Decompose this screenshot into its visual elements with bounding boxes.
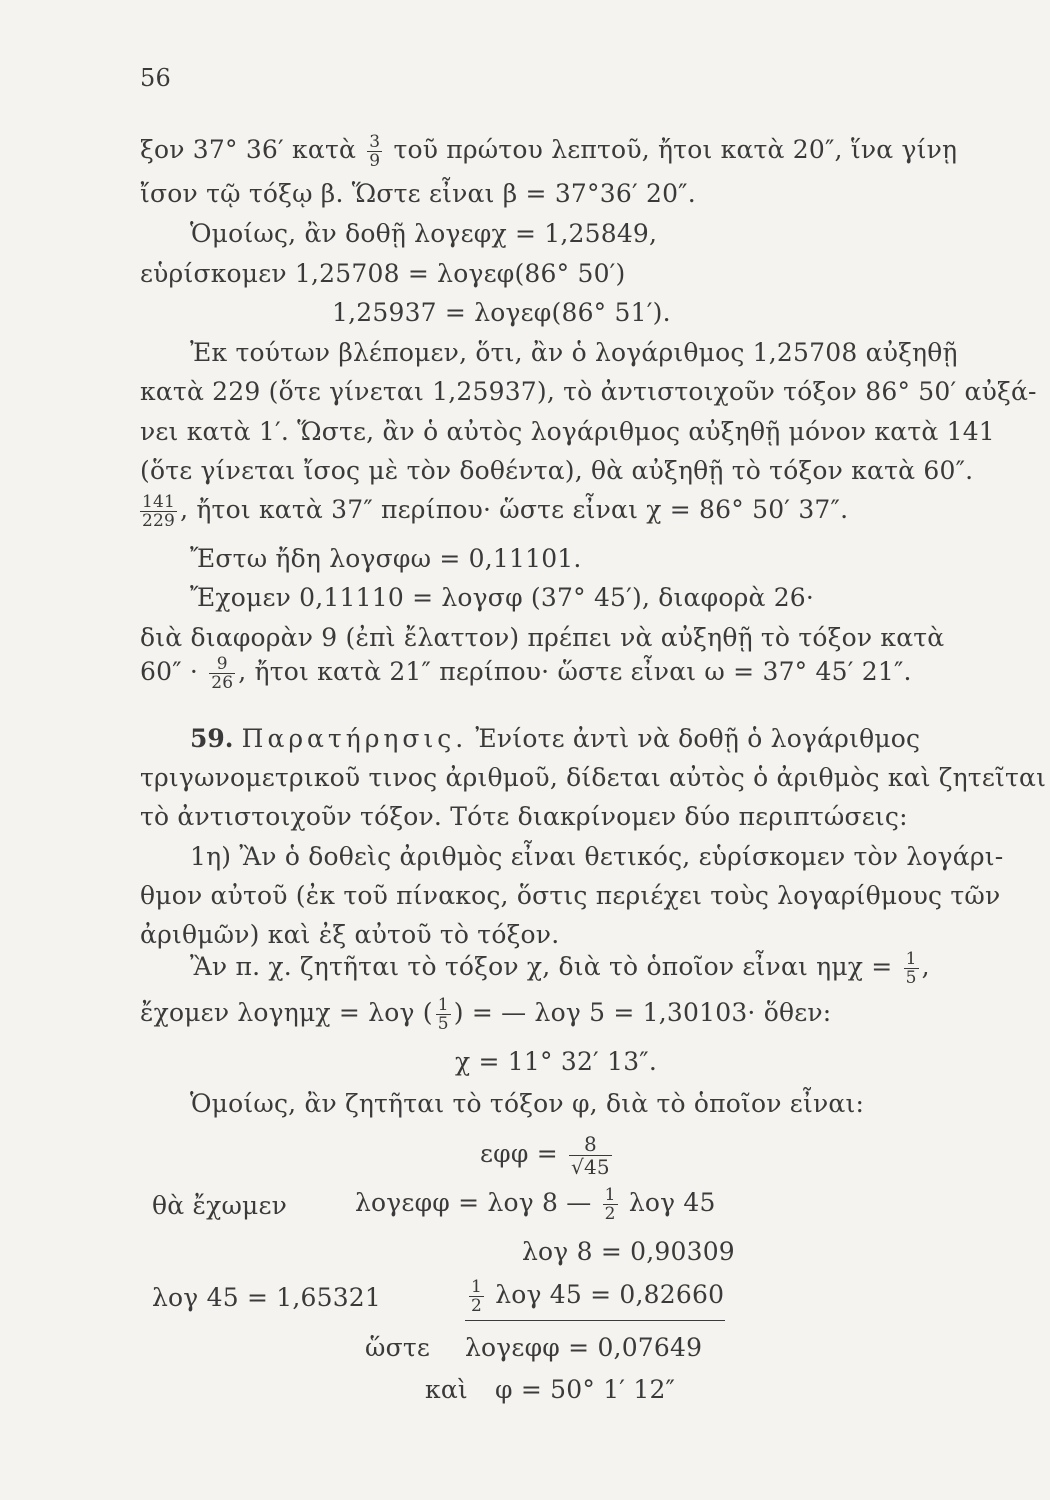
text-line: 1η) Ἂν ὁ δοθεὶς ἀριθμὸς εἶναι θετικός, εὑρίσκομεν τὸν λογάρι-: [190, 842, 1004, 871]
fraction-numerator: 1: [471, 1277, 483, 1297]
text-segment: εφφ =: [480, 1139, 558, 1168]
text-line: θμον αὐτοῦ (ἐκ τοῦ πίνακος, ὅστις περιέχει τοὺς λογαρίθμους τῶν: [140, 881, 1001, 910]
fraction: [904, 950, 919, 987]
equation-line: λογεφφ = 0,07649: [465, 1333, 703, 1362]
text-segment: τοῦ πρώτου λεπτοῦ, ἤτοι κατὰ 20″, ἵνα γίνῃ: [393, 135, 958, 164]
fraction-numerator: 3: [369, 132, 381, 152]
fraction: [209, 655, 235, 692]
fraction-denominator: 5: [437, 1014, 449, 1034]
fraction-numerator: 141: [142, 492, 176, 512]
fraction: [436, 996, 451, 1033]
text-segment: λογ 45: [628, 1188, 716, 1217]
text-segment: λογεφφ = λογ 8 —: [355, 1188, 592, 1217]
text-line: ἴσον τῷ τόξῳ β. Ὥστε εἶναι β = 37°36′ 20″.: [140, 179, 696, 208]
fraction-denominator: 5: [905, 968, 917, 988]
section-number: 59.: [190, 724, 234, 753]
fraction: [469, 1278, 484, 1315]
text-line: [140, 996, 831, 1033]
fraction-numerator: 1: [905, 949, 917, 969]
text-segment: ξον 37° 36′ κατὰ: [140, 135, 357, 164]
fraction: [367, 133, 382, 170]
fraction-denominator: √45: [571, 1155, 610, 1179]
text-line: Ἔστω ἤδη λογσφω = 0,11101.: [190, 544, 582, 573]
text-line: (ὅτε γίνεται ἴσος μὲ τὸν δοθέντα), θὰ αὐξηθῇ τὸ τόξον κατὰ 60″.: [140, 456, 974, 485]
section-title: Παρατήρησις.: [241, 724, 468, 753]
text-segment: 60″ ·: [140, 657, 199, 686]
text-line: θὰ ἔχωμεν: [152, 1191, 288, 1220]
text-segment: , ἤτοι κατὰ 21″ περίπου· ὥστε εἶναι ω = 37° 45′ 21″.: [238, 657, 912, 686]
text-line: νει κατὰ 1′. Ὥστε, ἂν ὁ αὐτὸς λογάριθμος αὐξηθῇ μόνον κατὰ 141: [140, 417, 995, 446]
text-segment: λογ 45 = 0,82660: [495, 1280, 725, 1309]
fraction-denominator: 9: [369, 151, 381, 171]
text-line: χ = 11° 32′ 13″.: [455, 1047, 657, 1076]
text-line: διὰ διαφορὰν 9 (ἐπὶ ἔλαττον) πρέπει νὰ αὐξηθῇ τὸ τόξον κατὰ: [140, 623, 945, 652]
fraction-numerator: 1: [604, 1185, 616, 1205]
fraction-numerator: 1: [437, 995, 449, 1015]
text-segment: , ἤτοι κατὰ 37″ περίπου· ὥστε εἶναι χ = 86° 50′ 37″.: [180, 495, 849, 524]
text-line: Ὁμοίως, ἂν δοθῇ λογεφχ = 1,25849,: [190, 219, 658, 248]
text-line: λογ 45 = 1,65321: [152, 1283, 382, 1312]
equation-line: [355, 1186, 716, 1223]
text-line: [140, 493, 848, 530]
equation-line: φ = 50° 1′ 12″: [495, 1375, 676, 1404]
text-segment: Ἐνίοτε ἀντὶ νὰ δοθῇ ὁ λογάριθμος: [475, 724, 921, 753]
text-line: [140, 133, 957, 170]
fraction-numerator: 9: [216, 654, 228, 674]
text-line: καὶ: [425, 1375, 468, 1404]
text-line: κατὰ 229 (ὅτε γίνεται 1,25937), τὸ ἀντιστοιχοῦν τόξον 86° 50′ αὐξά-: [140, 377, 1037, 406]
page-number: 56: [140, 64, 171, 92]
text-segment: ) = — λογ 5 = 1,30103· ὅθεν:: [453, 998, 832, 1027]
text-line: ἀριθμῶν) καὶ ἐξ αὐτοῦ τὸ τόξον.: [140, 920, 560, 949]
fraction-denominator: 2: [471, 1296, 483, 1316]
sum-rule: [465, 1320, 725, 1321]
fraction: [140, 493, 177, 530]
fraction-numerator: 8: [583, 1132, 597, 1156]
text-line: ὥστε: [365, 1333, 431, 1362]
text-segment: ,: [921, 952, 930, 981]
text-line: Ὁμοίως, ἂν ζητῆται τὸ τόξον φ, διὰ τὸ ὁποῖον εἶναι:: [190, 1089, 865, 1118]
equation-line: λογ 8 = 0,90309: [522, 1237, 735, 1266]
text-line: Ἔχομεν 0,11110 = λογσφ (37° 45′), διαφορὰ 26·: [190, 583, 815, 612]
fraction-denominator: 229: [142, 511, 176, 531]
fraction: [569, 1133, 612, 1178]
fraction-denominator: 2: [604, 1204, 616, 1224]
text-segment: Ἂν π. χ. ζητῆται τὸ τόξον χ, διὰ τὸ ὁποῖον εἶναι ημχ =: [190, 952, 893, 981]
text-line: Ἐκ τούτων βλέπομεν, ὅτι, ἂν ὁ λογάριθμος 1,25708 αὐξηθῇ: [190, 338, 958, 367]
section-heading-line: [190, 723, 920, 755]
equation-line: [480, 1133, 615, 1178]
text-line: εὑρίσκομεν 1,25708 = λογεφ(86° 50′): [140, 259, 626, 288]
text-line: 1,25937 = λογεφ(86° 51′).: [332, 298, 671, 327]
text-segment: ἔχομεν λογημχ = λογ (: [140, 998, 433, 1027]
text-line: [140, 655, 912, 692]
text-line: [190, 950, 930, 987]
fraction: [603, 1186, 618, 1223]
equation-line: [466, 1278, 724, 1315]
text-line: τριγωνομετρικοῦ τινος ἀριθμοῦ, δίδεται αὐτὸς ὁ ἀριθμὸς καὶ ζητεῖται: [140, 763, 1047, 792]
fraction-denominator: 26: [211, 673, 234, 693]
text-line: τὸ ἀντιστοιχοῦν τόξον. Τότε διακρίνομεν δύο περιπτώσεις:: [140, 802, 908, 831]
